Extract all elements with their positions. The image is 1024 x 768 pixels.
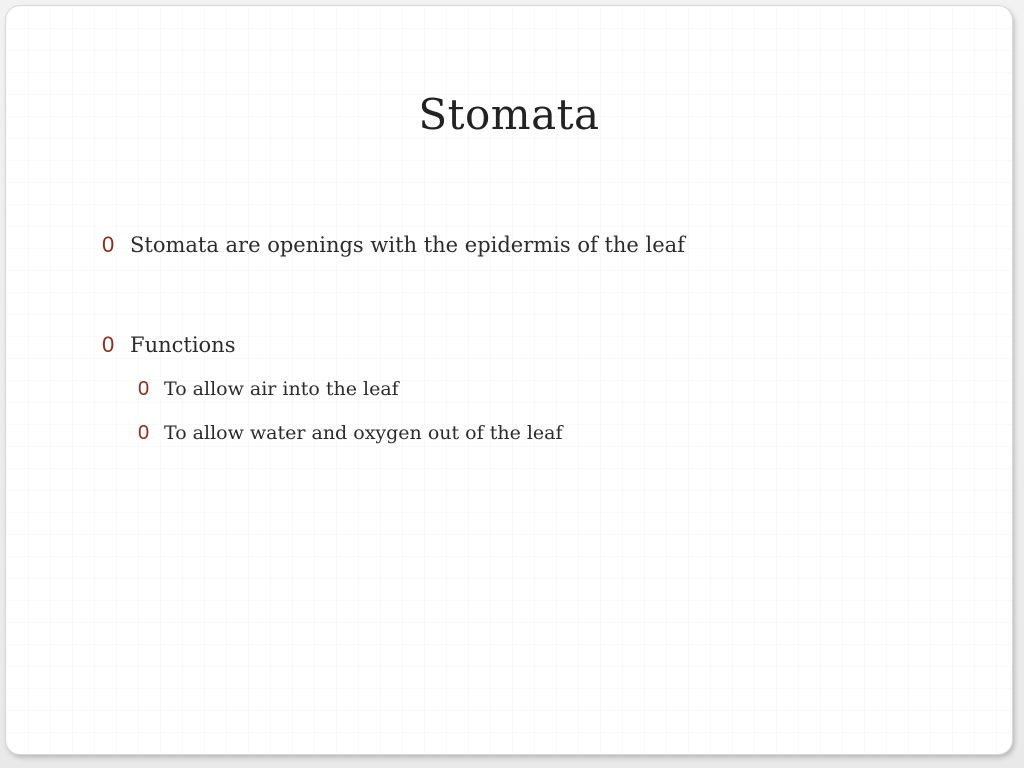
bullet-text: Functions (130, 333, 236, 357)
bullet-item (102, 232, 962, 258)
bullet-list (102, 232, 962, 466)
sub-bullet-text: To allow air into the leaf (164, 378, 399, 400)
bullet-item (102, 332, 962, 358)
sub-bullet-item (138, 422, 962, 445)
slide (6, 6, 1012, 754)
sub-bullet-text: To allow water and oxygen out of the leaf (164, 422, 563, 444)
bullet-marker: 0 (102, 332, 115, 357)
slide-title: Stomata (418, 90, 600, 139)
bullet-marker: 0 (138, 422, 150, 444)
bullet-text: Stomata are openings with the epidermis of the leaf (130, 233, 685, 257)
bullet-marker: 0 (102, 232, 115, 257)
bullet-marker: 0 (138, 378, 150, 400)
sub-bullet-item (138, 378, 962, 401)
